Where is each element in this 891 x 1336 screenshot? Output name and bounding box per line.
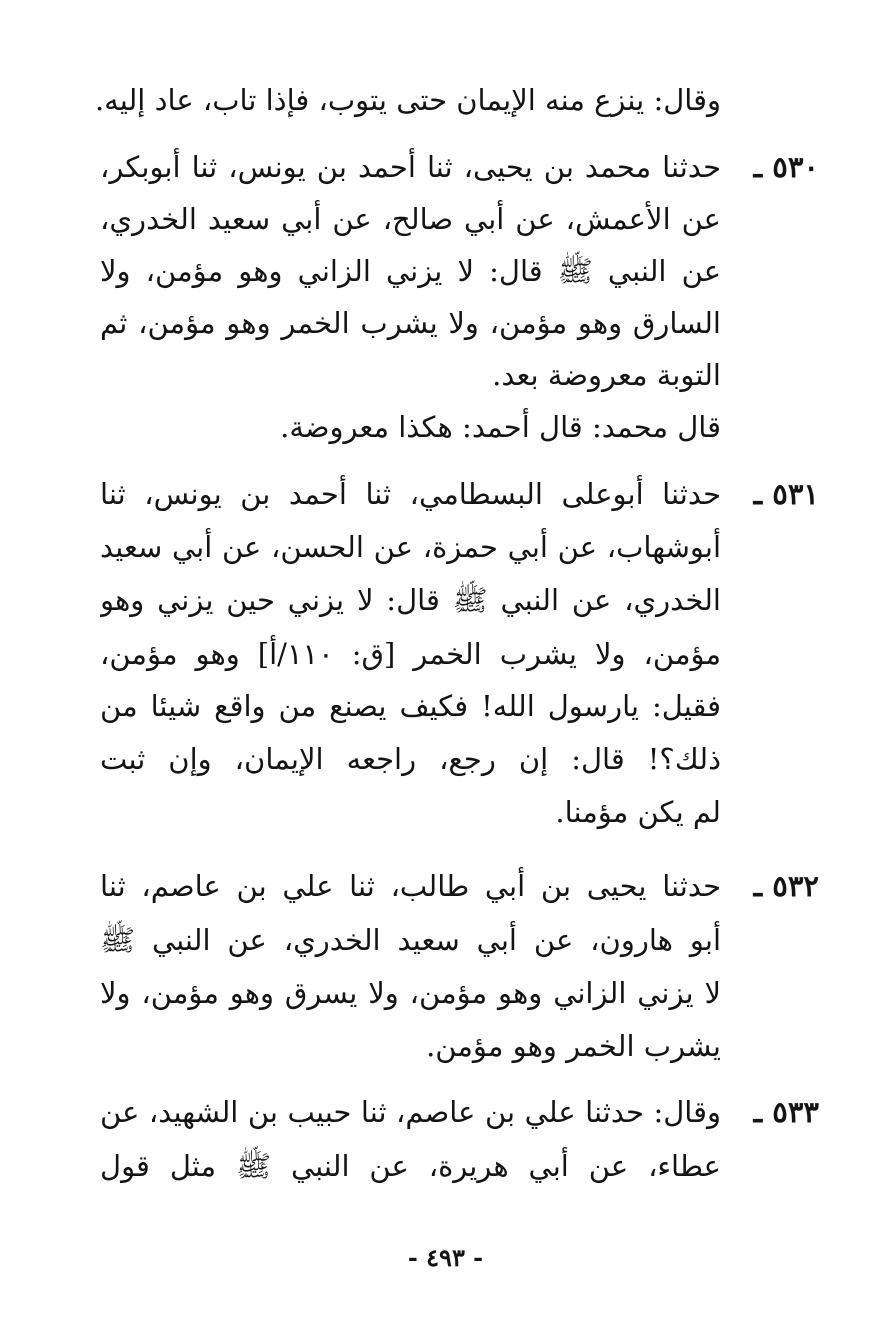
- page-number: - ٤٩٣ -: [407, 1243, 484, 1272]
- entry-531-line-7: لم يكن مؤمنا.: [555, 795, 721, 829]
- entry-531-line-6: ذلك؟! قال: إن رجع، راجعه الإيمان، وإن ثبت: [100, 742, 721, 776]
- entry-532-line-2: أبو هارون، عن أبي سعيد الخدري، عن النبي ﷺ: [100, 923, 721, 957]
- entry-530-line-5: التوبة معروضة بعد.: [492, 358, 721, 392]
- entry-530-line-3: عن النبي ﷺ قال: لا يزني الزاني وهو مؤمن، ولا: [100, 254, 721, 288]
- entry-number-531: ٥٣١ ـ: [753, 477, 819, 511]
- intro-line: وقال: ينزع منه الإيمان حتى يتوب، فإذا تاب، عاد إليه.: [94, 83, 721, 117]
- entry-531-line-3: الخدري، عن النبي ﷺ قال: لا يزني حين يزني وهو: [100, 583, 721, 617]
- entry-532-line-1: حدثنا يحيى بن أبي طالب، ثنا علي بن عاصم، ثنا: [100, 869, 721, 903]
- entry-533-line-2: عطاء، عن أبي هريرة، عن النبي ﷺ مثل قول: [100, 1149, 721, 1183]
- entry-number-530: ٥٣٠ ـ: [753, 150, 819, 184]
- entry-number-533: ٥٣٣ ـ: [753, 1095, 819, 1129]
- entry-530-line-6: قال محمد: قال أحمد: هكذا معروضة.: [280, 410, 721, 444]
- entry-531-line-4: مؤمن، ولا يشرب الخمر [ق: ١١٠/أ] وهو مؤمن،: [100, 637, 721, 671]
- entry-531-line-1: حدثنا أبوعلى البسطامي، ثنا أحمد بن يونس، ثنا: [100, 477, 721, 511]
- entry-531-line-2: أبوشهاب، عن أبي حمزة، عن الحسن، عن أبي سعيد: [100, 530, 721, 564]
- entry-530-line-2: عن الأعمش، عن أبي صالح، عن أبي سعيد الخدري،: [100, 202, 721, 236]
- entry-532-line-3: لا يزني الزاني وهو مؤمن، ولا يسرق وهو مؤمن، ولا: [100, 976, 721, 1010]
- entry-530-line-1: حدثنا محمد بن يحيى، ثنا أحمد بن يونس، ثنا أبوبكر،: [100, 150, 721, 184]
- entry-530-line-4: السارق وهو مؤمن، ولا يشرب الخمر وهو مؤمن، ثم: [100, 306, 721, 340]
- entry-531-line-5: فقيل: يارسول الله! فكيف يصنع من واقع شيئا من: [100, 689, 721, 723]
- entry-533-line-1: وقال: حدثنا علي بن عاصم، ثنا حبيب بن الشهيد، عن: [100, 1095, 721, 1129]
- entry-532-line-4: يشرب الخمر وهو مؤمن.: [426, 1029, 721, 1063]
- entry-number-532: ٥٣٢ ـ: [753, 869, 819, 903]
